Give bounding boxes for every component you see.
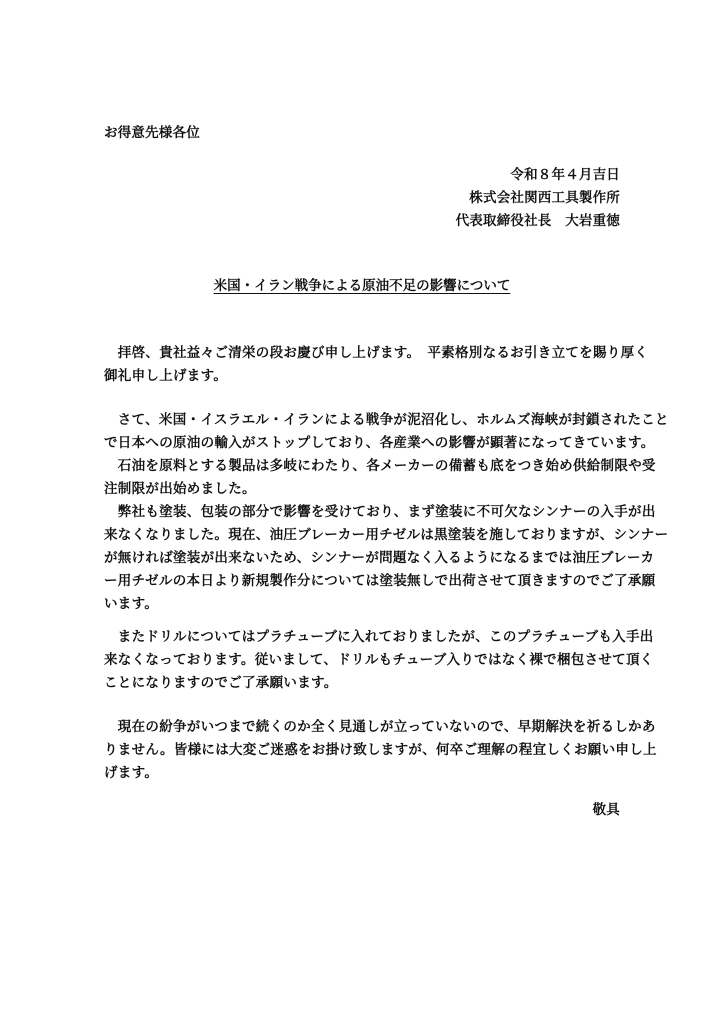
closing: 敬具 — [592, 802, 620, 818]
paragraph-2-line-8: ー用チゼルの本日より新規製作分については塗装無しで出荷させて頂きますのでご了承願 — [104, 573, 656, 589]
paragraph-2-line-5: 弊社も塗装、包装の部分で影響を受けており、まず塗装に不可欠なシンナーの入手が出 — [104, 504, 656, 520]
paragraph-2-line-6: 来なくなりました。現在、油圧ブレーカー用チゼルは黒塗装を施しておりますが、シンナー — [104, 527, 669, 543]
company-name: 株式会社関西工具製作所 — [469, 190, 620, 206]
paragraph-2-line-2: で日本への原油の輸入がストップしており、各産業への影響が顕著になってきています。 — [104, 435, 655, 451]
paragraph-2-line-1: さて、米国・イスラエル・イランによる戦争が泥沼化し、ホルムズ海峡が封鎖されたこと — [104, 412, 669, 428]
document-title — [0, 274, 724, 294]
paragraph-4-line-2: りません。皆様には大変ご迷惑をお掛け致しますが、何卒ご理解の程宜しくお願い申し上 — [104, 742, 657, 758]
paragraph-3-line-1: またドリルについてはプラチューブに入れておりましたが、このプラチューブも入手出 — [104, 629, 654, 645]
addressee: お得意先様各位 — [104, 125, 200, 141]
paragraph-2-line-7: が無ければ塗装が出来ないため、シンナーが問題なく入るようになるまでは油圧ブレーカ — [104, 550, 655, 566]
paragraph-1-line-1: 拝啓、貴社益々ご清栄の段お慶び申し上げます。 平素格別なるお引き立てを賜り厚く — [104, 345, 649, 361]
paragraph-3-line-3: ことになりますのでご了承願います。 — [104, 675, 338, 691]
paragraph-2-line-3: 石油を原料とする製品は多岐にわたり、各メーカーの備蓄も底をつき始め供給制限や受 — [104, 458, 656, 474]
paragraph-2-line-9: います。 — [104, 596, 159, 612]
paragraph-1-line-2: 御礼申し上げます。 — [104, 368, 228, 384]
signatory: 代表取締役社長 大岩重徳 — [455, 213, 620, 229]
paragraph-4-line-3: げます。 — [104, 765, 159, 781]
date: 令和８年４月吉日 — [510, 167, 620, 183]
paragraph-3-line-2: 来なくなっております。従いまして、ドリルもチューブ入りではなく裸で梱包させて頂く — [104, 652, 654, 668]
paragraph-4-line-1: 現在の紛争がいつまで続くのか全く見通しが立っていないので、早期解決を祈るしかあ — [104, 719, 656, 735]
paragraph-2-line-4: 注制限が出始めました。 — [104, 481, 256, 497]
document-title-text: 米国・イラン戦争による原油不足の影響について — [213, 278, 511, 294]
